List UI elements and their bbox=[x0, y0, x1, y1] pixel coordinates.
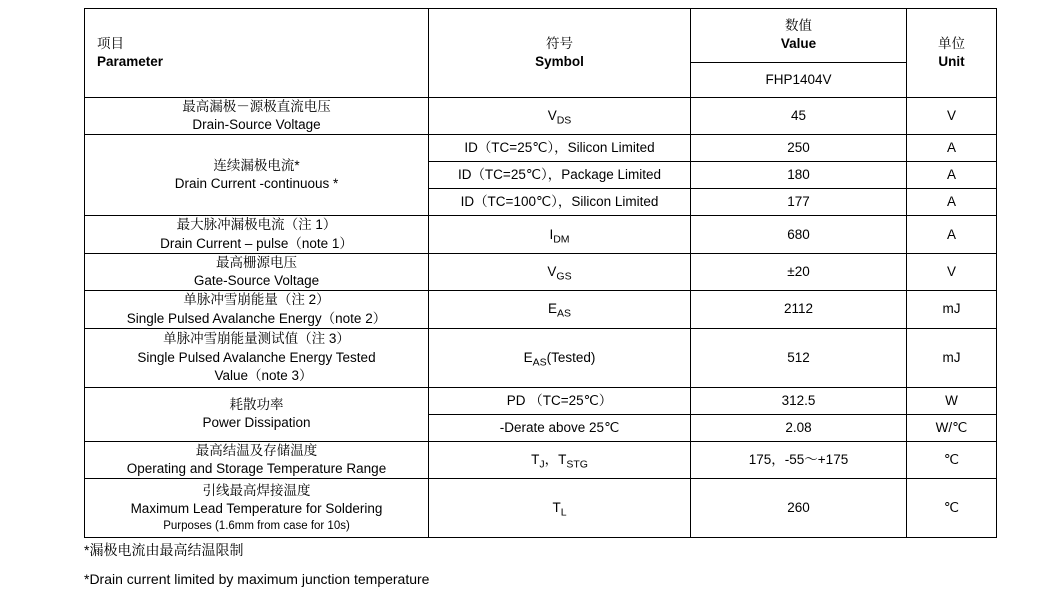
param-operating-storage-temperature bbox=[85, 441, 429, 478]
param-gate-source-voltage bbox=[85, 253, 429, 290]
table-row bbox=[85, 328, 997, 387]
param-drain-current-pulse bbox=[85, 216, 429, 253]
value-cell: 250 bbox=[691, 135, 907, 162]
header-unit-cell bbox=[907, 9, 997, 98]
header-parameter-en: Parameter bbox=[97, 54, 164, 69]
table-row bbox=[85, 98, 997, 135]
symbol-tail: (Tested) bbox=[546, 349, 596, 365]
symbol-subscript: L bbox=[560, 506, 567, 519]
table-row bbox=[85, 135, 997, 162]
value-cell: 177 bbox=[691, 189, 907, 216]
symbol-id-tc25-package: ID（TC=25℃），Package Limited bbox=[429, 162, 691, 189]
symbol-id-tc100-silicon: ID（TC=100℃），Silicon Limited bbox=[429, 189, 691, 216]
unit-cell: A bbox=[907, 189, 997, 216]
symbol-derate-above-25: -Derate above 25℃ bbox=[429, 414, 691, 441]
param-en: Operating and Storage Temperature Range bbox=[126, 460, 387, 476]
symbol-eas bbox=[429, 291, 691, 328]
value-cell: 312.5 bbox=[691, 387, 907, 414]
header-symbol-cell bbox=[429, 9, 691, 98]
unit-cell: ℃ bbox=[907, 479, 997, 538]
table-header-row bbox=[85, 9, 997, 63]
param-drain-current-continuous bbox=[85, 135, 429, 216]
param-en-line2: Value（note 3） bbox=[214, 367, 313, 383]
header-value-cn: 数值 bbox=[785, 18, 812, 34]
symbol-separator: ， bbox=[544, 451, 559, 467]
symbol-base: V bbox=[547, 108, 557, 124]
symbol-tj-tstg bbox=[429, 441, 691, 478]
param-en: Single Pulsed Avalanche Energy（note 2） bbox=[126, 310, 387, 326]
table-row bbox=[85, 216, 997, 253]
value-cell: 175，-55～+175 bbox=[691, 441, 907, 478]
param-max-lead-temperature bbox=[85, 479, 429, 538]
unit-cell: W/℃ bbox=[907, 414, 997, 441]
param-cn: 连续漏极电流* bbox=[213, 158, 300, 174]
symbol-subscript: DM bbox=[553, 233, 570, 246]
header-unit-en: Unit bbox=[938, 54, 965, 69]
symbol-subscript-2: STG bbox=[566, 458, 588, 471]
header-value-en: Value bbox=[780, 36, 817, 52]
symbol-id-tc25-silicon: ID（TC=25℃），Silicon Limited bbox=[429, 135, 691, 162]
unit-cell: A bbox=[907, 162, 997, 189]
unit-cell: A bbox=[907, 135, 997, 162]
spec-table-container bbox=[84, 8, 996, 538]
param-cn: 最高结温及存储温度 bbox=[195, 442, 318, 458]
header-unit-cn: 单位 bbox=[938, 35, 965, 51]
unit-cell: mJ bbox=[907, 291, 997, 328]
symbol-pd-tc25: PD （TC=25℃） bbox=[429, 387, 691, 414]
footnotes bbox=[84, 540, 984, 599]
value-cell: 680 bbox=[691, 216, 907, 253]
footnote-en: *Drain current limited by maximum junction temperature bbox=[84, 571, 430, 588]
param-power-dissipation bbox=[85, 387, 429, 441]
symbol-eas-tested bbox=[429, 328, 691, 387]
symbol-base-2: T bbox=[558, 451, 567, 467]
table-row bbox=[85, 441, 997, 478]
value-cell: 2112 bbox=[691, 291, 907, 328]
param-en: Drain-Source Voltage bbox=[192, 117, 321, 133]
unit-cell: V bbox=[907, 253, 997, 290]
param-cn: 单脉冲雪崩能量测试值（注 3） bbox=[163, 331, 350, 347]
table-row bbox=[85, 253, 997, 290]
symbol-subscript: DS bbox=[556, 114, 572, 127]
value-cell: 45 bbox=[691, 98, 907, 135]
param-cn: 耗散功率 bbox=[229, 397, 284, 413]
unit-cell: W bbox=[907, 387, 997, 414]
param-cn: 最高漏极－源极直流电压 bbox=[182, 99, 331, 114]
value-cell: 180 bbox=[691, 162, 907, 189]
symbol-subscript: AS bbox=[532, 356, 547, 369]
symbol-base: V bbox=[547, 263, 557, 279]
value-cell: ±20 bbox=[691, 253, 907, 290]
param-single-pulsed-avalanche-energy-tested bbox=[85, 328, 429, 387]
param-en-line2: Purposes (1.6mm from case for 10s) bbox=[163, 519, 350, 532]
symbol-base: I bbox=[549, 226, 554, 242]
param-cn: 最高栅源电压 bbox=[216, 254, 297, 270]
symbol-idm bbox=[429, 216, 691, 253]
param-cn: 引线最高焊接温度 bbox=[202, 483, 311, 499]
param-en: Maximum Lead Temperature for Soldering bbox=[130, 501, 383, 517]
value-cell: 260 bbox=[691, 479, 907, 538]
symbol-subscript: AS bbox=[557, 308, 572, 321]
param-en: Gate-Source Voltage bbox=[193, 273, 320, 289]
table-row bbox=[85, 479, 997, 538]
absolute-maximum-ratings-table bbox=[84, 8, 997, 538]
unit-cell: mJ bbox=[907, 328, 997, 387]
symbol-base: T bbox=[531, 451, 540, 467]
unit-cell: V bbox=[907, 98, 997, 135]
table-row bbox=[85, 291, 997, 328]
param-single-pulsed-avalanche-energy bbox=[85, 291, 429, 328]
symbol-vgs bbox=[429, 253, 691, 290]
header-part-number: FHP1404V bbox=[691, 62, 907, 97]
param-en: Drain Current -continuous * bbox=[174, 176, 339, 192]
param-en: Single Pulsed Avalanche Energy Tested bbox=[137, 349, 376, 365]
symbol-base: T bbox=[552, 500, 561, 516]
symbol-base: E bbox=[547, 301, 557, 317]
header-symbol-en: Symbol bbox=[535, 54, 584, 69]
symbol-subscript: J bbox=[539, 458, 545, 471]
footnote-cn: *漏极电流由最高结温限制 bbox=[84, 542, 244, 558]
header-value-cell bbox=[691, 9, 907, 63]
unit-cell: ℃ bbox=[907, 441, 997, 478]
symbol-tl bbox=[429, 479, 691, 538]
header-parameter-cell bbox=[85, 9, 429, 98]
value-cell: 512 bbox=[691, 328, 907, 387]
param-cn: 单脉冲雪崩能量（注 2） bbox=[183, 292, 330, 308]
param-en: Drain Current – pulse（note 1） bbox=[160, 235, 353, 251]
table-row bbox=[85, 387, 997, 414]
unit-cell: A bbox=[907, 216, 997, 253]
param-en: Power Dissipation bbox=[202, 415, 311, 431]
symbol-base: E bbox=[523, 349, 533, 365]
header-symbol-cn: 符号 bbox=[546, 35, 573, 51]
symbol-subscript: GS bbox=[556, 270, 572, 283]
param-drain-source-voltage bbox=[85, 98, 429, 135]
param-cn: 最大脉冲漏极电流（注 1） bbox=[176, 217, 337, 233]
symbol-vds bbox=[429, 98, 691, 135]
value-cell: 2.08 bbox=[691, 414, 907, 441]
header-parameter-cn: 项目 bbox=[97, 35, 124, 51]
